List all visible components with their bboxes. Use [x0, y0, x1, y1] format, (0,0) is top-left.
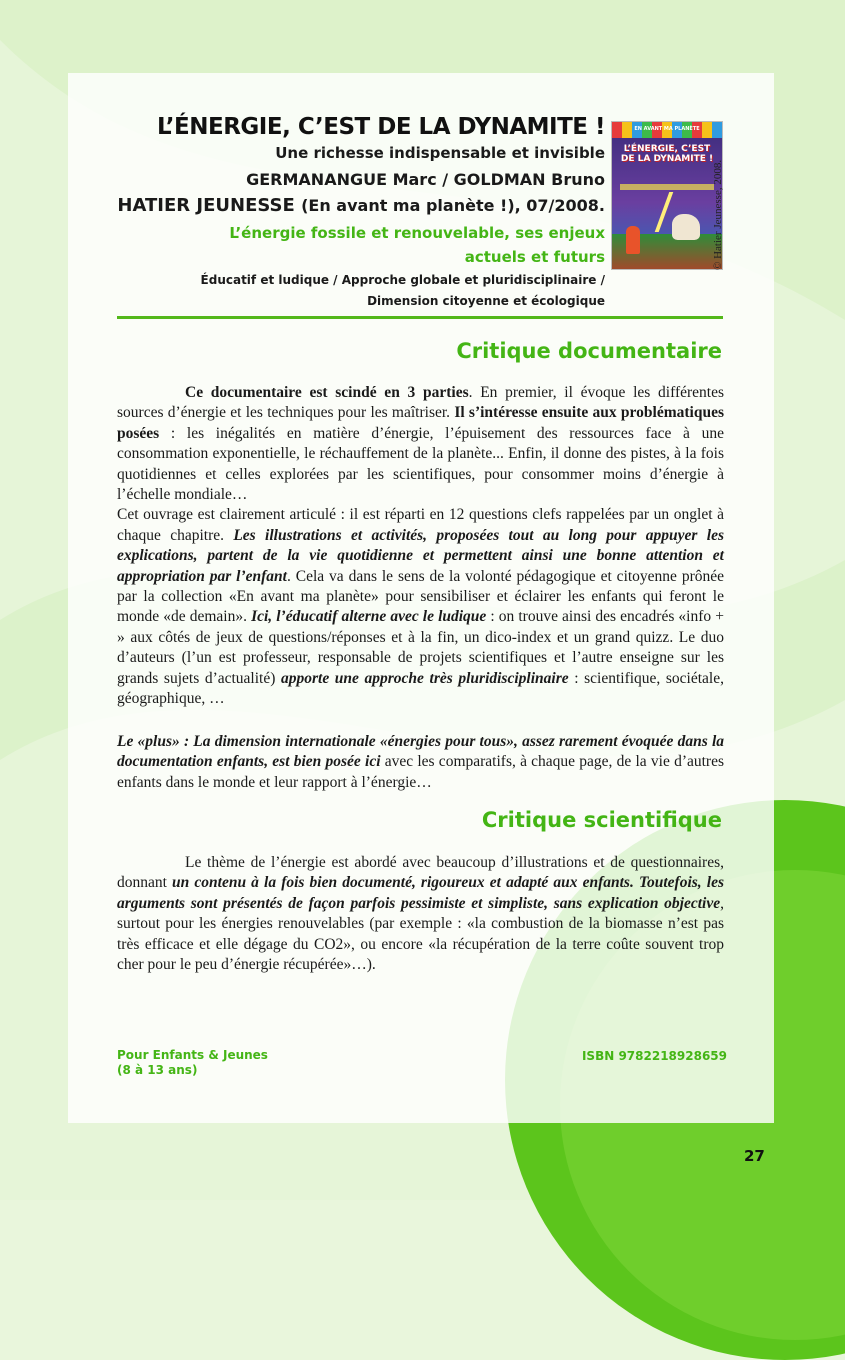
page-number: 27 [744, 1147, 765, 1165]
text-run: . Cela va dans le sens de la volonté pédagogique et citoyenne prônée par la collection «En avant ma planète» pour sensibiliser et éclairer les enfants qui feront le monde «de demain». [117, 567, 724, 626]
book-theme: L’énergie fossile et renouvelable, ses enjeux actuels et futurs [229, 224, 605, 266]
documentary-plus-paragraph [117, 732, 724, 793]
text-emphasis: Le «plus» : La dimension internationale «énergies pour tous», assez rarement évoquée dans la documentation enfants, est bien posée ici [117, 733, 724, 771]
documentary-paragraph-3 [117, 732, 724, 793]
documentary-paragraph-2 [117, 505, 724, 709]
publication-date: , 07/2008. [514, 196, 605, 215]
cover-copyright: © Hatier Jeunesse, 2008. [712, 159, 724, 270]
publisher-line [117, 195, 605, 216]
text-emphasis: Ce documentaire est scindé en 3 parties [185, 384, 469, 401]
text-emphasis: Les illustrations et activités, proposées tout au long pour appuyer les explications, partent de la vie quotidienne et permettent ainsi une bonne attention et appropriation par l’enfant [117, 526, 724, 585]
isbn-label: ISBN 9782218928659 [581, 1049, 727, 1063]
audience-line-2: (8 à 13 ans) [117, 1063, 198, 1077]
text-run: . En premier, il évoque les différentes sources d’énergie et les techniques pour les maîtriser. [117, 384, 724, 422]
cover-subtitle-bar [620, 184, 714, 190]
audience-line-1: Pour Enfants & Jeunes [117, 1048, 268, 1062]
child-figure [626, 226, 640, 254]
book-title: L’ÉNERGIE, C’EST DE LA DYNAMITE ! [156, 114, 605, 140]
tags-line-1: Éducatif et ludique / Approche globale et pluridisciplinaire / [200, 273, 605, 287]
scientific-text [117, 853, 724, 975]
text-run: Cet ouvrage est clairement articulé : il est réparti en 12 questions clefs rappelées par un onglet à chaque chapitre. [117, 506, 724, 544]
text-run: : scientifique, sociétale, géographique, … [117, 669, 724, 708]
text-run: : les inégalités en matière d’énergie, l’épuisement des ressources face à une consommation exponentielle, le réchauffement de la planète... Enfin, il donne des pistes, à la fois quotidiennes et celles explorées par les scientifiques, pour consommer moins d’énergie à l’échelle mondiale… [117, 424, 724, 504]
book-cover-image [612, 122, 722, 269]
documentary-text [117, 383, 724, 710]
horse-rider-figure [672, 214, 700, 240]
section-heading-scientific: Critique scientifique [481, 808, 722, 832]
text-run: Le thème de l’énergie est abordé avec beaucoup d’illustrations et de questionnaires, donnant [117, 854, 724, 892]
section-heading-documentary: Critique documentaire [456, 339, 722, 363]
audience-label [117, 1048, 268, 1078]
tags-line-2: Dimension citoyenne et écologique [367, 294, 605, 308]
publisher-collection: (En avant ma planète !) [301, 196, 515, 215]
text-run: , surtout pour les énergies renouvelables (par exemple : «la combustion de la biomasse n’est pas très efficace et elle dégage du CO2», ou encore «la récupération de la terre coûte souvent trop cher pour le peu d’énergie récupérée»…). [117, 894, 724, 974]
documentary-paragraph-1 [117, 383, 724, 505]
cover-title: L’ÉNERGIE, C’EST DE LA DYNAMITE ! [620, 144, 714, 164]
text-emphasis: un contenu à la fois bien documenté, rigoureux et adapté aux enfants. Toutefois, les arguments sont présentés de façon parfois pessimiste et simpliste, sans explication objective [117, 874, 724, 912]
text-run: : on trouve ainsi des encadrés «info + » aux côtés de jeux de questions/réponses et à la fin, un dico-index et un grand quizz. Le duo d’auteurs (l’un est professeur, responsable de projets scientifiques et l’autre enseigne sur les grands sujets d’actualité) [117, 608, 724, 687]
text-run: avec les comparatifs, à chaque page, de la vie d’autres enfants dans le monde et leur rapport à l’énergie… [117, 753, 724, 791]
publisher-name: HATIER JEUNESSE [117, 195, 295, 216]
book-subtitle: Une richesse indispensable et invisible [275, 144, 605, 162]
lightning-icon [655, 192, 674, 232]
cover-series-label: EN AVANT MA PLANÈTE [634, 126, 700, 132]
text-emphasis: apporte une approche très pluridisciplinaire [280, 669, 569, 687]
scientific-paragraph-1 [117, 853, 724, 975]
book-tags [165, 270, 605, 312]
header-divider [117, 316, 723, 319]
book-authors: GERMANANGUE Marc / GOLDMAN Bruno [246, 170, 605, 189]
text-emphasis: Ici, l’éducatif alterne avec le ludique [251, 608, 487, 626]
text-emphasis: Il s’intéresse ensuite aux problématiques posées [117, 404, 724, 442]
